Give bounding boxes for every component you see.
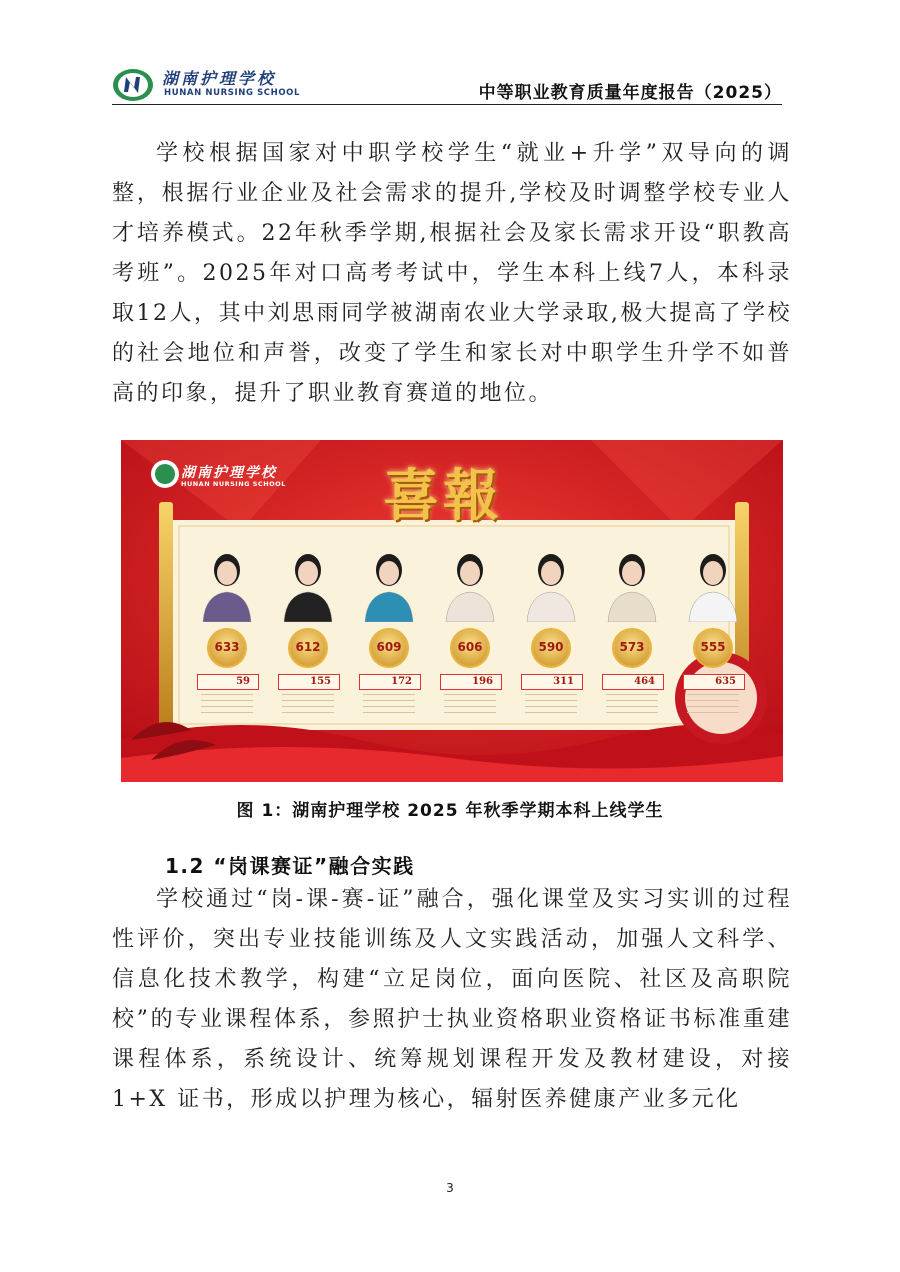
- report-title: 中等职业教育质量年度报告（2025）: [478, 83, 782, 103]
- paragraph-text: 学校通过“岗-课-赛-证”融合，强化课堂及实习实训的过程性评价，突出专业技能训练及人文实践活动，加强人文科学、信息化技术教学，构建“立足岗位，面向医院、社区及高职院校”的专业课程体系，参照护士执业资格职业资格证书标准重建课程体系，系统设计、统筹规划课程开发及教材建设，对接 1+X 证书，形成以护理为核心，辐射医养健康产业多元化: [112, 887, 792, 1112]
- school-emblem-icon: [112, 68, 154, 102]
- score-value: 609: [376, 640, 402, 654]
- student-photo: [280, 546, 336, 622]
- poster-logo-en: HUNAN NURSING SCHOOL: [181, 480, 286, 488]
- score-medal: [209, 630, 245, 666]
- detail-line: [363, 694, 415, 695]
- rank-value: 311: [553, 676, 574, 687]
- rank-value: 59: [236, 676, 250, 687]
- rank-value: 635: [715, 676, 736, 687]
- rank-box: [521, 674, 583, 690]
- student-photo: [199, 546, 255, 622]
- page-number: 3: [446, 1181, 454, 1195]
- detail-line: [444, 700, 496, 701]
- poster-headline: 喜報: [383, 463, 503, 529]
- detail-line: [525, 712, 577, 713]
- detail-line: [363, 700, 415, 701]
- score-medal: [695, 630, 731, 666]
- school-name-cn: 湖南护理学校: [162, 69, 277, 88]
- body-paragraph-1: [112, 134, 792, 414]
- rank-box: [602, 674, 664, 690]
- student-card: [353, 532, 423, 722]
- student-photo: [604, 546, 660, 622]
- score-medal: [614, 630, 650, 666]
- detail-line: [606, 706, 658, 707]
- rank-box: [440, 674, 502, 690]
- rank-value: 155: [310, 676, 331, 687]
- detail-line: [687, 700, 739, 701]
- student-card: [515, 532, 585, 722]
- detail-line: [444, 694, 496, 695]
- score-value: 612: [295, 640, 321, 654]
- detail-line: [606, 700, 658, 701]
- score-medal: [533, 630, 569, 666]
- poster-logo-cn: 湖南护理学校: [181, 465, 277, 481]
- score-medal: [290, 630, 326, 666]
- student-photo: [442, 546, 498, 622]
- figure-caption: 图 1：湖南护理学校 2025 年秋季学期本科上线学生: [236, 801, 664, 821]
- detail-line: [282, 712, 334, 713]
- student-card: [434, 532, 504, 722]
- page-header: [112, 60, 782, 106]
- honor-poster-figure: [121, 440, 783, 782]
- header-divider: [112, 104, 782, 105]
- paragraph-text: 学校根据国家对中职学校学生“就业+升学”双导向的调整，根据行业企业及社会需求的提升,学校及时调整学校专业人才培养模式。22年秋季学期,根据社会及家长需求开设“职教高考班”。2025年对口高考考试中，学生本科上线7人，本科录取12人，其中刘思雨同学被湖南农业大学录取,极大提高了学校的社会地位和声誉，改变了学生和家长对中职学生升学不如普高的印象，提升了职业教育赛道的地位。: [112, 141, 792, 406]
- detail-line: [282, 700, 334, 701]
- score-value: 590: [538, 640, 564, 654]
- student-photo: [361, 546, 417, 622]
- detail-line: [201, 712, 253, 713]
- detail-line: [687, 694, 739, 695]
- school-name-en: HUNAN NURSING SCHOOL: [164, 88, 301, 98]
- student-card: [677, 532, 747, 722]
- score-value: 606: [457, 640, 483, 654]
- detail-line: [687, 706, 739, 707]
- detail-line: [606, 712, 658, 713]
- detail-line: [525, 706, 577, 707]
- rank-value: 196: [472, 676, 493, 687]
- detail-line: [282, 694, 334, 695]
- body-paragraph-2: [112, 880, 792, 1120]
- section-heading: 1.2 “岗课赛证”融合实践: [165, 854, 415, 878]
- student-card: [191, 532, 261, 722]
- detail-line: [282, 706, 334, 707]
- score-medal: [371, 630, 407, 666]
- detail-line: [525, 694, 577, 695]
- detail-line: [363, 712, 415, 713]
- detail-line: [363, 706, 415, 707]
- rank-box: [197, 674, 259, 690]
- rank-box: [683, 674, 745, 690]
- detail-line: [687, 712, 739, 713]
- student-card: [596, 532, 666, 722]
- score-value: 555: [700, 640, 726, 654]
- rank-box: [359, 674, 421, 690]
- student-photo: [523, 546, 579, 622]
- detail-line: [444, 706, 496, 707]
- detail-line: [444, 712, 496, 713]
- detail-line: [201, 694, 253, 695]
- rank-box: [278, 674, 340, 690]
- detail-line: [525, 700, 577, 701]
- score-value: 633: [214, 640, 240, 654]
- student-photo: [685, 546, 741, 622]
- rank-value: 464: [634, 676, 655, 687]
- detail-line: [606, 694, 658, 695]
- score-value: 573: [619, 640, 645, 654]
- detail-line: [201, 706, 253, 707]
- rank-value: 172: [391, 676, 412, 687]
- student-card: [272, 532, 342, 722]
- school-logo: [112, 66, 332, 106]
- detail-line: [201, 700, 253, 701]
- score-medal: [452, 630, 488, 666]
